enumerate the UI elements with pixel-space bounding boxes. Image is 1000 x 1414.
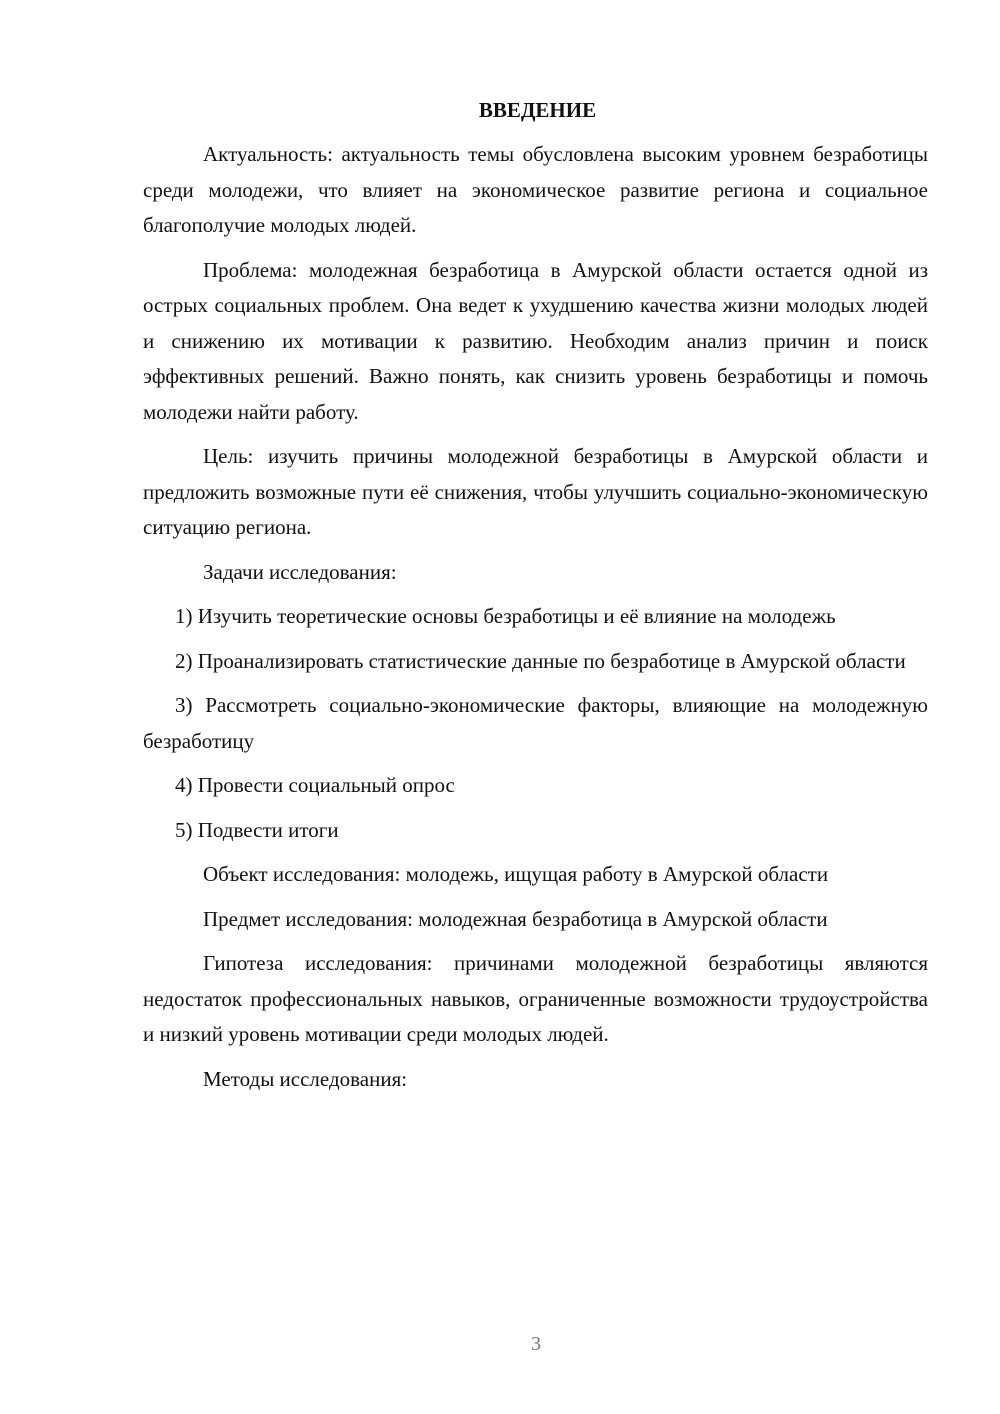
- task-item-5: 5) Подвести итоги: [175, 817, 339, 842]
- tasks-heading: Задачи исследования:: [203, 559, 397, 584]
- task-item-4: 4) Провести социальный опрос: [175, 773, 455, 797]
- methods-heading: Методы исследования:: [203, 1066, 408, 1091]
- subject-paragraph: Предмет исследования: молодежная безработица в Амурской области: [203, 906, 828, 931]
- relevance-paragraph: Актуальность: актуальность темы обусловлена высоким уровнем безработицы среди молодежи, что влияет на экономическое развитие региона и социальное благополучие молодых людей.: [143, 142, 928, 237]
- problem-paragraph: Проблема: молодежная безработица в Амурской области остается одной из острых социальных проблем. Она ведет к ухудшению качества жизни молодых людей и снижению их мотивации к развитию. Необходим анализ причин и поиск эффективных решений. Важно понять, как снизить уровень безработицы и помочь молодежи найти работу.: [143, 257, 928, 424]
- object-paragraph: Объект исследования: молодежь, ищущая работу в Амурской области: [203, 862, 829, 886]
- hypothesis-paragraph: Гипотеза исследования: причинами молодежной безработицы являются недостаток профессиональных навыков, ограниченные возможности трудоустройства и низкий уровень мотивации среди молодых людей.: [143, 951, 928, 1046]
- goal-paragraph: Цель: изучить причины молодежной безработицы в Амурской области и предложить возможные пути её снижения, чтобы улучшить социально-экономическую ситуацию региона.: [143, 444, 928, 539]
- task-item-2: 2) Проанализировать статистические данные по безработице в Амурской области: [175, 648, 906, 673]
- page-number: 3: [531, 1333, 541, 1355]
- task-item-3: 3) Рассмотреть социально-экономические факторы, влияющие на молодежную безработицу: [143, 693, 928, 753]
- page-content: [143, 95, 928, 1106]
- section-title: ВВЕДЕНИЕ: [478, 98, 597, 122]
- task-item-1: 1) Изучить теоретические основы безработицы и её влияние на молодежь: [175, 604, 836, 628]
